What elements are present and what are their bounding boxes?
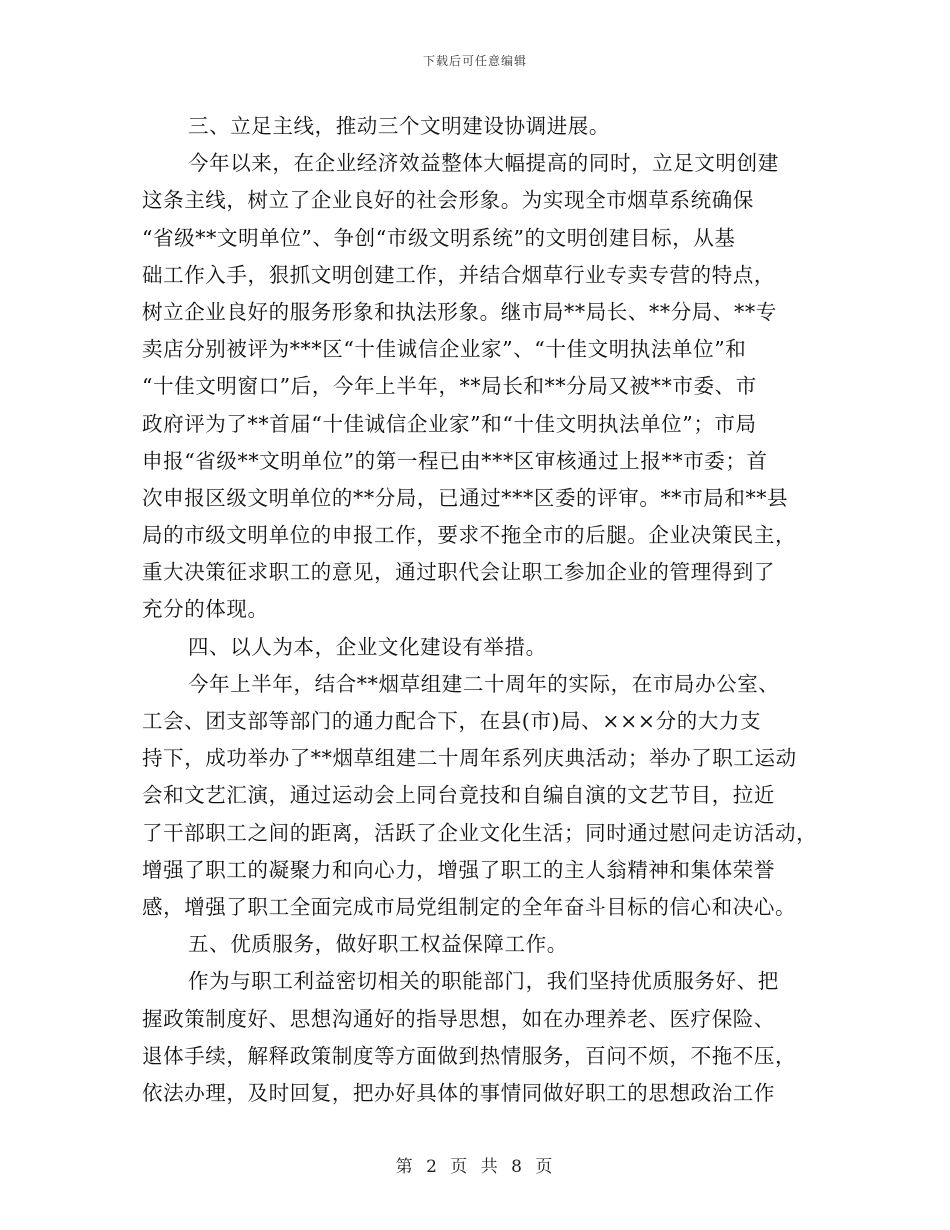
paragraph-first-line: 四、以人为本，企业文化建设有举措。: [188, 634, 547, 659]
text-line: 充分的体现。: [142, 597, 269, 622]
paragraph-first-line: 作为与职工利益密切相关的职能部门，我们坚持优质服务好、把: [188, 969, 779, 994]
text-line: “十佳文明窗口”后，今年上半年，**局长和**分局又被**市委、市: [142, 374, 757, 399]
text-line: 工会、团支部等部门的通力配合下，在县(市)局、×××分的大力支: [142, 709, 762, 733]
paragraph-first-line: 五、优质服务，做好职工权益保障工作。: [188, 932, 568, 957]
text-line: 退体手续，解释政策制度等方面做到热情服务，百问不烦，不拖不压，: [142, 1043, 797, 1068]
page-number: 第 2 页 共 8 页: [395, 1157, 555, 1177]
text-line: 持下，成功举办了**烟草组建二十周年系列庆典活动；举办了职工运动: [142, 746, 797, 771]
paragraph-first-line: 今年以来，在企业经济效益整体大幅提高的同时，立足文明创建: [188, 151, 779, 176]
text-line: 次申报区级文明单位的**分局，已通过***区委的评审。**市局和**县: [142, 485, 789, 510]
text-line: 增强了职工的凝聚力和向心力，增强了职工的主人翁精神和集体荣誉: [142, 857, 775, 882]
text-line: 局的市级文明单位的申报工作，要求不拖全市的后腿。企业决策民主，: [142, 523, 797, 548]
text-line: 感，增强了职工全面完成市局党组制定的全年奋斗目标的信心和决心。: [142, 894, 797, 919]
text-line: 申报“省级**文明单位”的第一程已由***区审核通过上报**市委；首: [142, 448, 768, 473]
text-line: 会和文艺汇演，通过运动会上同台竟技和自编自演的文艺节目，拉近: [142, 783, 775, 808]
text-line: 依法办理，及时回复，把办好具体的事情同做好职工的思想政治工作: [142, 1080, 775, 1105]
text-line: 树立企业良好的服务形象和执法形象。继市局**局长、**分局、**专: [142, 299, 777, 324]
text-line: 础工作入手，狠抓文明创建工作，并结合烟草行业专卖专营的特点，: [142, 262, 775, 287]
text-line: 了干部职工之间的距离，活跃了企业文化生活；同时通过慰问走访活动，: [142, 820, 818, 845]
text-line: 这条主线，树立了企业良好的社会形象。为实现全市烟草系统确保: [142, 188, 754, 213]
text-line: “省级**文明单位”、争创“市级文明系统”的文明创建目标，从基: [142, 225, 736, 250]
paragraph-first-line: 今年上半年，结合**烟草组建二十周年的实际，在市局办公室、: [188, 671, 780, 696]
text-line: 卖店分别被评为***区“十佳诚信企业家”、“十佳文明执法单位”和: [142, 337, 747, 362]
text-line: 政府评为了**首届“十佳诚信企业家”和“十佳文明执法单位”；市局: [142, 411, 757, 436]
document-body: [142, 108, 818, 1112]
header-note: 下载后可任意编辑: [422, 54, 527, 68]
text-line: 重大决策征求职工的意见，通过职代会让职工参加企业的管理得到了: [142, 560, 775, 585]
text-line: 握政策制度好、思想沟通好的指导思想，如在办理养老、医疗保险、: [142, 1006, 775, 1031]
paragraph-first-line: 三、立足主线，推动三个文明建设协调进展。: [188, 114, 610, 138]
